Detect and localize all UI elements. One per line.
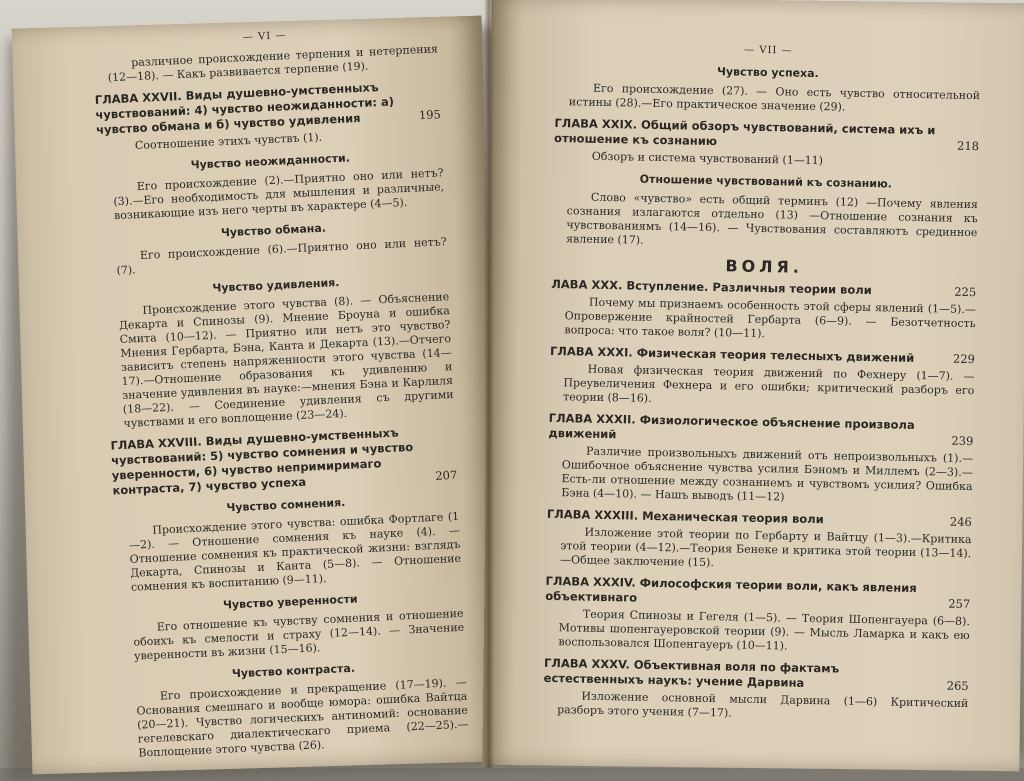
right-subsection-heading: Чувство успеха.: [716, 65, 819, 81]
right-toc-paragraph: Изложение основной мысли Дарвина (1—6) Критический разборъ этого учения (7—17).: [557, 689, 969, 720]
left-subsection-heading: Чувство обмана.: [220, 221, 327, 240]
right-toc-paragraph: Теория Спинозы и Гегеля (1—5). — Теория Шопенгауера (6—8). Мотивы шопенгауеровской теории (9). — Мысль Ламарка и какъ ею воспользовался Шопенгауеръ (10—11).: [558, 607, 971, 653]
left-subsection-heading: Чувство контраста.: [231, 661, 356, 681]
right-folio: — VII —: [743, 44, 793, 57]
left-toc-paragraph: Происхождение этого чувства: ошибка Фортлаге (1—2). — Отношение сомнения къ науке (4). — Отношение сомнения къ практической жизни: взглядъ Декарта, Спинозы и Канта (5—8). — Отношение сомнения къ воспитанию (9—11).: [128, 509, 462, 594]
left-chapter-heading: [110, 423, 457, 499]
right-toc-paragraph: Различие произвольныхъ движений отъ непроизвольныхъ (1).—Ошибочное объяснение чувства усилия Бэномъ и Миллемъ (2—3).—Есть-ли отношение между сознаниемъ и чувствомъ усилия? Ошибка Бэна (4—10). — Нашъ выводъ (11—12): [561, 444, 974, 504]
right-toc-paragraph: Почему мы признаемъ особенность этой сферы явлений (1—5).—Опровержение крайностей Гербарта (6—9). — Безотчетность вопроса: что такое воля? (10—11).: [564, 295, 977, 341]
right-toc-paragraph: Его происхождение (27). — Оно есть чувство относительной истины (28).—Его практическое значение (29).: [568, 81, 981, 114]
chapter-title: ГЛАВА XXIX. Общий обзоръ чувствований, система ихъ и отношение къ сознанию: [553, 115, 936, 149]
right-chapter-heading: [554, 116, 979, 154]
left-toc-paragraph: Его происхождение и прекращение (17—19). — Основания смешнаго и вообще юмора: ошибка Вайтца (20—21). Чувство логическихъ антиномий: основание гегелевскаго диалектическаго приема (22—25).—Воплощение этого чувства (26).: [136, 675, 469, 760]
page-number: 239: [951, 433, 974, 449]
left-toc-content: [93, 42, 470, 761]
left-toc-paragraph: Его отношение къ чувству сомнения и отношение обоихъ къ смелости и страху (12—14). — Значение уверенности въ жизни (15—16).: [133, 606, 465, 663]
right-subsection-heading: Отношение чувствований къ сознанию.: [639, 172, 893, 191]
left-folio: — VI —: [242, 30, 287, 44]
page-number: 229: [952, 351, 976, 367]
page-number: 257: [948, 596, 971, 612]
left-subsection-heading: Чувство неожиданности.: [190, 151, 351, 172]
page-number: 195: [418, 107, 442, 123]
chapter-title: ГЛАВА XXXV. Объективная воля по фактамъ естественныхъ наукъ: учение Дарвина: [543, 655, 840, 690]
page-number: 225: [954, 284, 977, 300]
right-toc-content: [543, 62, 980, 725]
left-subsection-heading: Чувство сомнения.: [226, 495, 346, 515]
right-part-title: ВОЛЯ.: [725, 256, 804, 277]
right-toc-paragraph: Новая физическая теория движений по Фехнеру (1—7). — Преувеличения Фехнера и его ошибки; критический разборъ его теории (8—16).: [563, 362, 975, 405]
left-subsection-heading: Чувство удивления.: [212, 276, 340, 295]
right-chapter-heading: [545, 574, 970, 612]
left-toc-paragraph: Его происхождение (2).—Приятно оно или нетъ? (3).—Его необходимость для мышления и различные, возникающие изъ него черты въ характере (4—5).: [113, 166, 445, 223]
chapter-title: ГЛАВА XXXIV. Философския теории воли, какъ явления объективнаго: [545, 573, 917, 605]
chapter-title: ГЛАВА XXVIII. Виды душевно-умственныхъ чувствований: 5) чувство сомнения и чувство уверенности, 6) чувство непримиримаго контраста, 7) чувство успеха: [110, 425, 414, 498]
left-toc-paragraph: Его происхождение (6).—Приятно оно или нетъ? (7).: [116, 235, 447, 278]
right-page-text: [543, 40, 981, 725]
right-toc-paragraph: Обзоръ и система чувствований (1—11): [591, 149, 824, 168]
page-number: 265: [946, 678, 969, 694]
page-number: 207: [434, 467, 458, 483]
right-toc-paragraph: Слово «чувство» есть общий терминъ (12) —Почему явления сознания излагаются отдельно (13) —Отношение сознания къ чувствованиямъ (14—16). — Чувствования составляютъ срединное явление (17).: [566, 190, 979, 247]
left-page-text: [92, 22, 469, 761]
left-subsection-heading: Чувство уверенности: [222, 592, 358, 612]
right-toc-paragraph: Изложение этой теории по Гербарту и Вайтцу (1—3).—Критика этой теории (4—12).—Теория Бенеке и критика этой теории (13—14).—Общее заключение (15).: [559, 525, 972, 570]
right-chapter-heading: [548, 411, 973, 449]
chapter-title: ГЛАВА XXXII. Физиологическое объяснение произвола движений: [548, 410, 915, 442]
chapter-title: ГЛАВА XXXI. Физическая теория телесныхъ движений: [549, 343, 915, 365]
left-toc-paragraph: различное происхождение терпения и нетерпения (12—18). — Какъ развивается терпение (19).: [107, 42, 439, 85]
book-spine: [484, 0, 494, 768]
page-number: 246: [949, 514, 972, 530]
left-toc-paragraph: Происхождение этого чувства (8). — Объяснение Декарта и Спинозы (9). Мнение Броуна и ошибка Смита (10—12). — Приятно или нетъ это чувство? Мнения Гербарта, Бэна, Канта и Декарта (13).—Отчего зависитъ степень напряженности этого чувства (14—17).—Отношение образования къ удивлению и значение удивления въ науке:—мнения Бэна и Карлиля (18—22). — Соединение удивления съ другими чувствами и его воплощение (23—24).: [118, 290, 454, 430]
chapter-title: ГЛАВА XXXIII. Механическая теория воли: [546, 506, 824, 527]
chapter-title: ЛАВА XXX. Вступление. Различныя теории воли: [551, 276, 872, 298]
page-number: 218: [956, 138, 980, 154]
chapter-title: ГЛАВА XXVII. Виды душевно-умственныхъ чувствований: 4) чувство неожиданности: а) чувство обмана и б) чувство удивления: [94, 80, 395, 137]
right-chapter-heading: [544, 656, 969, 694]
left-toc-paragraph: Соотношение этихъ чувствъ (1).: [134, 130, 323, 153]
